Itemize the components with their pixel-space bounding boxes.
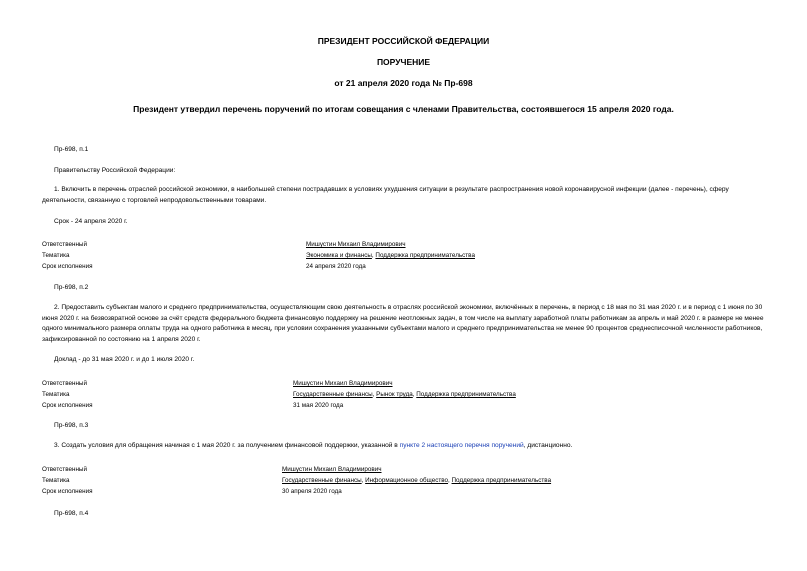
deadline-value: 30 апреля 2020 года [282,488,342,495]
topic-link[interactable]: Государственные финансы [282,477,362,484]
item-2-deadline-text: Доклад - до 31 мая 2020 г. и до 1 июля 2020 г. [54,356,195,363]
topic-link[interactable]: Поддержка предпринимательства [375,252,475,259]
document-header-title: ПРЕЗИДЕНТ РОССИЙСКОЙ ФЕДЕРАЦИИ [317,36,490,46]
item-3-text-after: , дистанционно. [523,442,573,449]
item-2-reference-link[interactable]: пункте 2 настоящего перечня поручений [399,442,524,449]
item-1-meta-labels [42,239,93,272]
item-1-meta-values [306,239,475,272]
topic-link[interactable]: Поддержка предпринимательства [416,391,516,398]
topic-link[interactable]: Поддержка предпринимательства [451,477,552,484]
deadline-label: Срок исполнения [42,263,93,270]
document-type: ПОРУЧЕНИЕ [376,57,431,67]
item-2-meta-values [293,378,516,411]
topic-link[interactable]: Государственные финансы [293,391,373,398]
topic-link[interactable]: Рынок труда [376,391,413,398]
item-1-text: 1. Включить в перечень отраслей российской экономики, в наибольшей степени пострадавших в условиях ухудшения ситуации в результате распространения новой коронавирусной инфекции (далее - перечень), сферу деятельности, связанную с торговлей непродовольственными товарами. [42,186,729,204]
topic-label: Тематика [42,391,70,398]
topic-separator: , [361,477,366,484]
topic-link[interactable]: Экономика и финансы [306,252,372,259]
topic-label: Тематика [42,477,70,484]
item-3-meta-values [282,464,551,497]
deadline-value: 31 мая 2020 года [293,402,344,409]
topic-separator: , [371,252,376,259]
item-1-addressee: Правительству Российской Федерации: [54,167,176,174]
topic-separator: , [412,391,417,398]
item-2-meta-labels [42,378,93,411]
responsible-label: Ответственный [42,241,87,248]
topic-separator: , [448,477,452,484]
item-3-ref: Пр-698, п.3 [54,422,89,429]
item-3-meta-labels [42,464,93,497]
responsible-label: Ответственный [42,380,87,387]
deadline-value: 24 апреля 2020 года [306,263,366,270]
item-1-ref: Пр-698, п.1 [54,146,89,153]
document-date-number: от 21 апреля 2020 года № Пр-698 [334,78,473,88]
deadline-label: Срок исполнения [42,402,93,409]
responsible-label: Ответственный [42,466,87,473]
deadline-label: Срок исполнения [42,488,93,495]
item-3-text [42,441,779,452]
document-summary: Президент утвердил перечень поручений по итогам совещания с членами Правительства, состоявшегося 15 апреля 2020 года. [133,104,674,114]
responsible-link[interactable]: Мишустин Михаил Владимирович [282,466,382,473]
item-4-ref: Пр-698, п.4 [54,510,89,517]
topic-link[interactable]: Информационное общество [365,477,449,484]
item-2-ref: Пр-698, п.2 [54,284,89,291]
item-1-deadline-text: Срок - 24 апреля 2020 г. [54,218,128,225]
responsible-link[interactable]: Мишустин Михаил Владимирович [293,380,393,387]
item-3-text-before: 3. Создать условия для обращения начиная с 1 мая 2020 г. за получением финансовой поддержки, указанной в [54,442,400,449]
topic-label: Тематика [42,252,70,259]
topic-separator: , [372,391,377,398]
item-2-text: 2. Предоставить субъектам малого и среднего предпринимательства, осуществляющим свою деятельность в отраслях российской экономики, включённых в перечень, в период с 18 мая по 31 мая 2020 г. и в период с 1 июня по 30 июня 2020 г. на безвозвратной основе за счёт средств федерального бюджета финансовую поддержку на решение неотложных задач, в том числе на выплату заработной платы работникам за апрель и май 2020 г. в размере не менее одного минимального размера оплаты труда на одного работника в месяц, при условии сохранения указанными субъектами малого и среднего предпринимательства не менее 90 процентов среднесписочной численности работников, зафиксированной по состоянию на 1 апреля 2020 г. [42,304,764,343]
responsible-link[interactable]: Мишустин Михаил Владимирович [306,241,406,248]
